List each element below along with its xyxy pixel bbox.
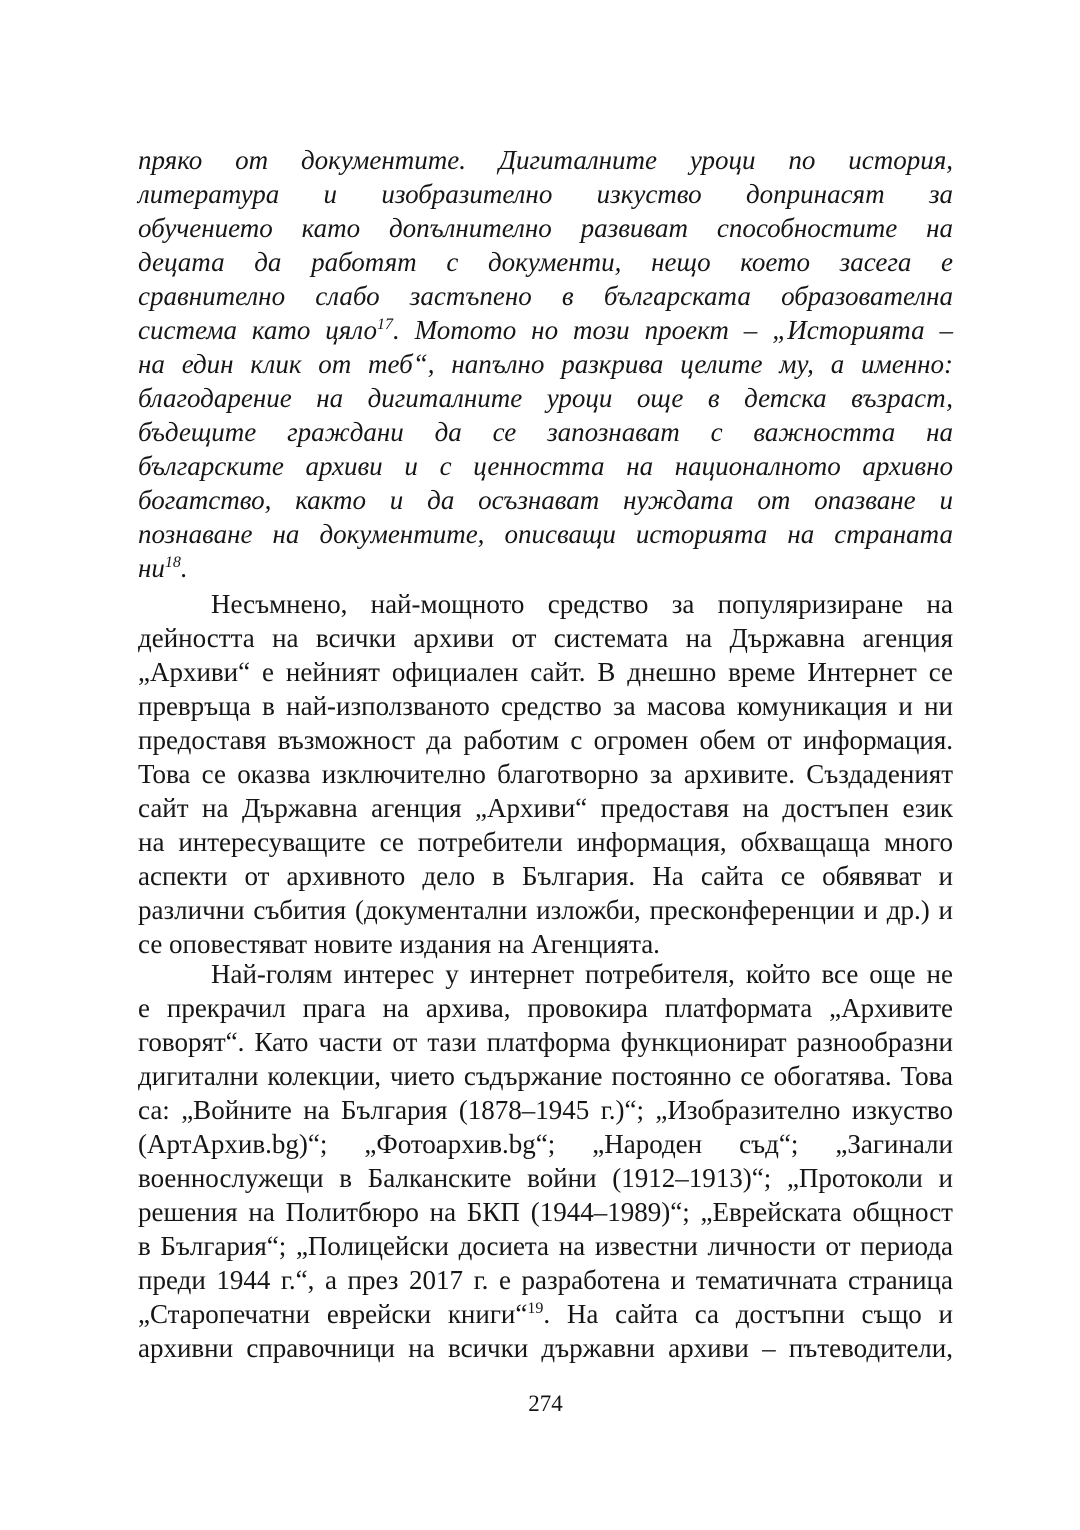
paragraph-line: Най-голям интерес у интернет потребителя, който все още не <box>211 959 953 989</box>
paragraph-line: предоставя възможност да работим с огромен обем от информация. <box>138 725 953 755</box>
paragraph-line: военнослужещи в Балканските войни (1912–1913)“; „Протоколи и <box>138 1163 953 1193</box>
quote-line: благодарение на дигиталните уроци още в детска възраст, <box>138 383 953 413</box>
paragraph-line: „Архиви“ е нейният официален сайт. В днешно време Интернет се <box>138 657 953 687</box>
quote-line: богатство, както и да осъзнават нуждата от опазване и <box>138 485 953 515</box>
paragraph-line: говорят“. Като части от тази платформа функционират разнообразни <box>138 1027 953 1057</box>
paragraph-line: Това се оказва изключително благотворно за архивите. Създаденият <box>138 759 953 789</box>
footnote-ref: 17 <box>376 316 393 333</box>
paragraph-line: дигитални колекции, чието съдържание постоянно се обогатява. Това <box>138 1061 953 1091</box>
quote-line: обучението като допълнително развиват способностите на <box>138 213 953 243</box>
document-page <box>138 0 953 1530</box>
quote-line: система като цяло$^{17}$. Мотото но този проект – „Историята – <box>138 315 953 345</box>
paragraph-line: решения на Политбюро на БКП (1944–1989)“; „Еврейската общност <box>138 1197 953 1227</box>
paragraph-line: „Старопечатни еврейски книги“$^{19}$. На сайта са достъпни също и <box>138 1299 954 1329</box>
quote-line: познаване на документите, описващи историята на страната <box>138 519 953 549</box>
footnote-ref: 18 <box>164 554 181 571</box>
paragraph-line: се оповестяват новите издания на Агенцията. <box>138 929 660 959</box>
paragraph-line: (АртАрхив.bg)“; „Фотоархив.bg“; „Народен съд“; „Загинали <box>138 1129 953 1159</box>
quote-line: на един клик от теб“, напълно разкрива целите му, а именно: <box>138 349 953 379</box>
quote-line: бъдещите граждани да се запознават с важността на <box>138 417 953 447</box>
paragraph-line: преди 1944 г.“, а през 2017 г. е разработена и тематичната страница <box>138 1265 953 1295</box>
paragraph-line: аспекти от архивното дело в България. На сайта се обявяват и <box>138 861 953 891</box>
quote-line: българските архиви и с ценността на националното архивно <box>138 451 953 481</box>
quote-line: литература и изобразително изкуство допринасят за <box>138 179 953 209</box>
paragraph-line: дейността на всички архиви от системата на Държавна агенция <box>138 623 953 653</box>
paragraph-line: архивни справочници на всички държавни архиви – пътеводители, <box>138 1333 953 1363</box>
paragraph-line: е прекрачил прага на архива, провокира платформата „Архивите <box>138 993 953 1023</box>
quote-line: пряко от документите. Дигиталните уроци по история, <box>138 145 953 175</box>
paragraph-line: на интересуващите се потребители информация, обхващаща много <box>138 827 953 857</box>
paragraph-line: различни събития (документални изложби, пресконференции и др.) и <box>138 895 953 925</box>
paragraph-line: са: „Войните на България (1878–1945 г.)“; „Изобразително изкуство <box>138 1095 953 1125</box>
page-number: 274 <box>528 1391 563 1416</box>
quote-line: $ни^{18}$. <box>138 553 188 583</box>
footnote-ref: 19 <box>527 1300 544 1317</box>
paragraph-line: Несъмнено, най-мощното средство за популяризиране на <box>211 589 953 619</box>
quote-line: сравнително слабо застъпено в българската образователна <box>138 281 953 311</box>
quote-line: децата да работят с документи, нещо което засега е <box>138 247 953 277</box>
paragraph-line: в България“; „Полицейски досиета на известни личности от периода <box>138 1231 953 1261</box>
paragraph-line: сайт на Държавна агенция „Архиви“ предоставя на достъпен език <box>138 793 953 823</box>
paragraph-line: превръща в най-използваното средство за масова комуникация и ни <box>138 691 953 721</box>
